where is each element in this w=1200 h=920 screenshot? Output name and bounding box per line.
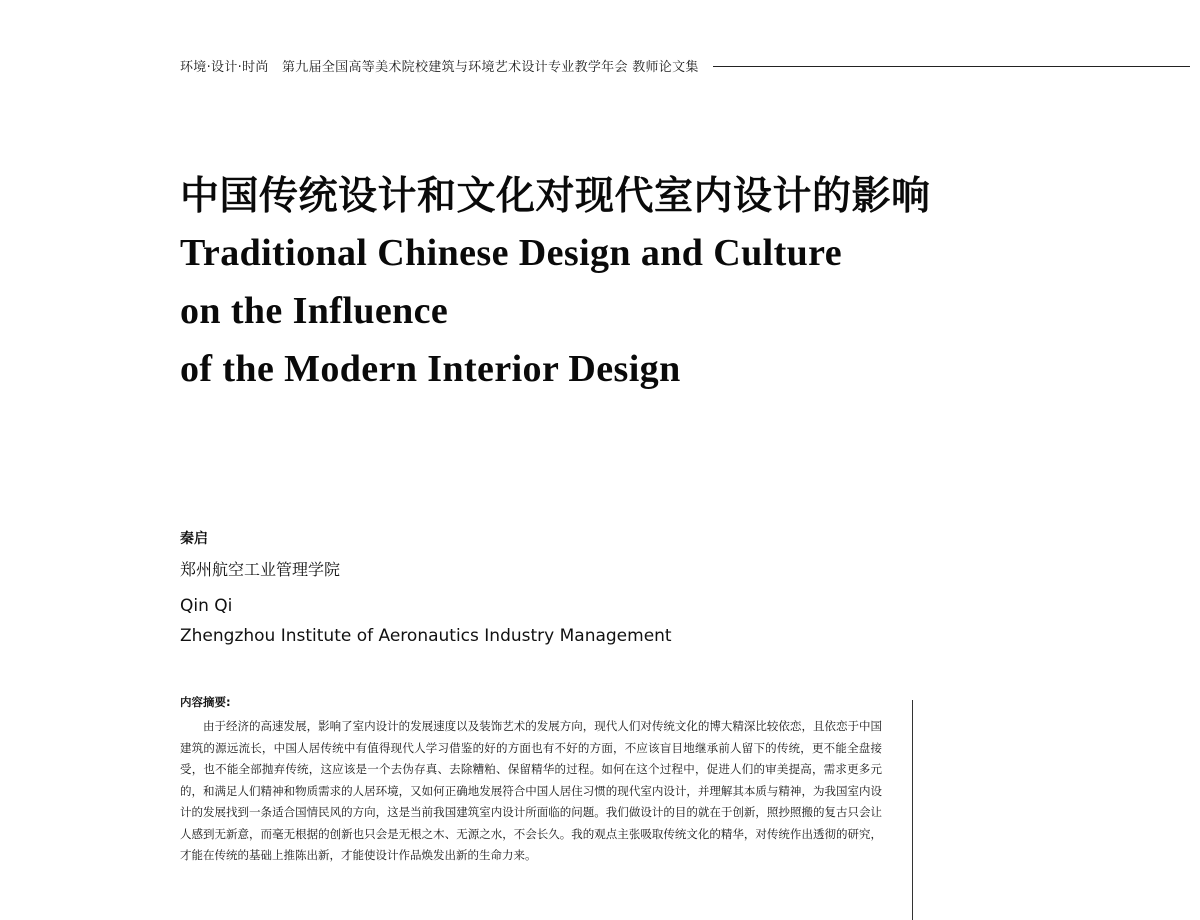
title-block [180, 168, 1060, 398]
author-affiliation-english: Zhengzhou Institute of Aeronautics Industry Management [180, 626, 672, 646]
running-header-title: 环境·设计·时尚 第九届全国高等美术院校建筑与环境艺术设计专业教学年会 教师论文集 [180, 59, 699, 75]
author-name-chinese: 秦启 [180, 531, 208, 547]
running-header [180, 54, 1190, 76]
title-english-line-1: Traditional Chinese Design and Culture [180, 232, 842, 274]
header-rule [713, 66, 1190, 67]
author-affiliation-chinese: 郑州航空工业管理学院 [180, 560, 341, 579]
abstract-body: 由于经济的高速发展，影响了室内设计的发展速度以及装饰艺术的发展方向，现代人们对传统文化的博大精深比较依恋，且依恋于中国建筑的源远流长，中国人居传统中有值得现代人学习借鉴的好的方面也有不好的方面，不应该盲目地继承前人留下的传统，更不能全盘接受，也不能全部抛弃传统，这应该是一个去伪存真、去除糟粕、保留精华的过程。如何在这个过程中，促进人们的审美提高，需求更多元的，和满足人们精神和物质需求的人居环境，又如何正确地发展符合中国人居住习惯的现代室内设计，并理解其本质与精神，为我国室内设计的发展找到一条适合国情民风的方向，这是当前我国建筑室内设计所面临的问题。我们做设计的目的就在于创新，照抄照搬的复古只会让人感到无新意，而毫无根据的创新也只会是无根之木、无源之水，不会长久。我的观点主张吸取传统文化的精华，对传统作出透彻的研究，才能在传统的基础上推陈出新，才能使设计作品焕发出新的生命力来。 [180, 719, 882, 862]
title-chinese: 中国传统设计和文化对现代室内设计的影响 [180, 173, 931, 219]
author-name-english: Qin Qi [180, 596, 233, 616]
abstract-section [180, 694, 882, 867]
title-english-line-3: of the Modern Interior Design [180, 348, 681, 390]
title-english-line-2: on the Influence [180, 290, 449, 332]
abstract-label: 内容摘要: [180, 695, 231, 709]
author-block [180, 528, 880, 648]
column-divider-rule [912, 700, 913, 920]
